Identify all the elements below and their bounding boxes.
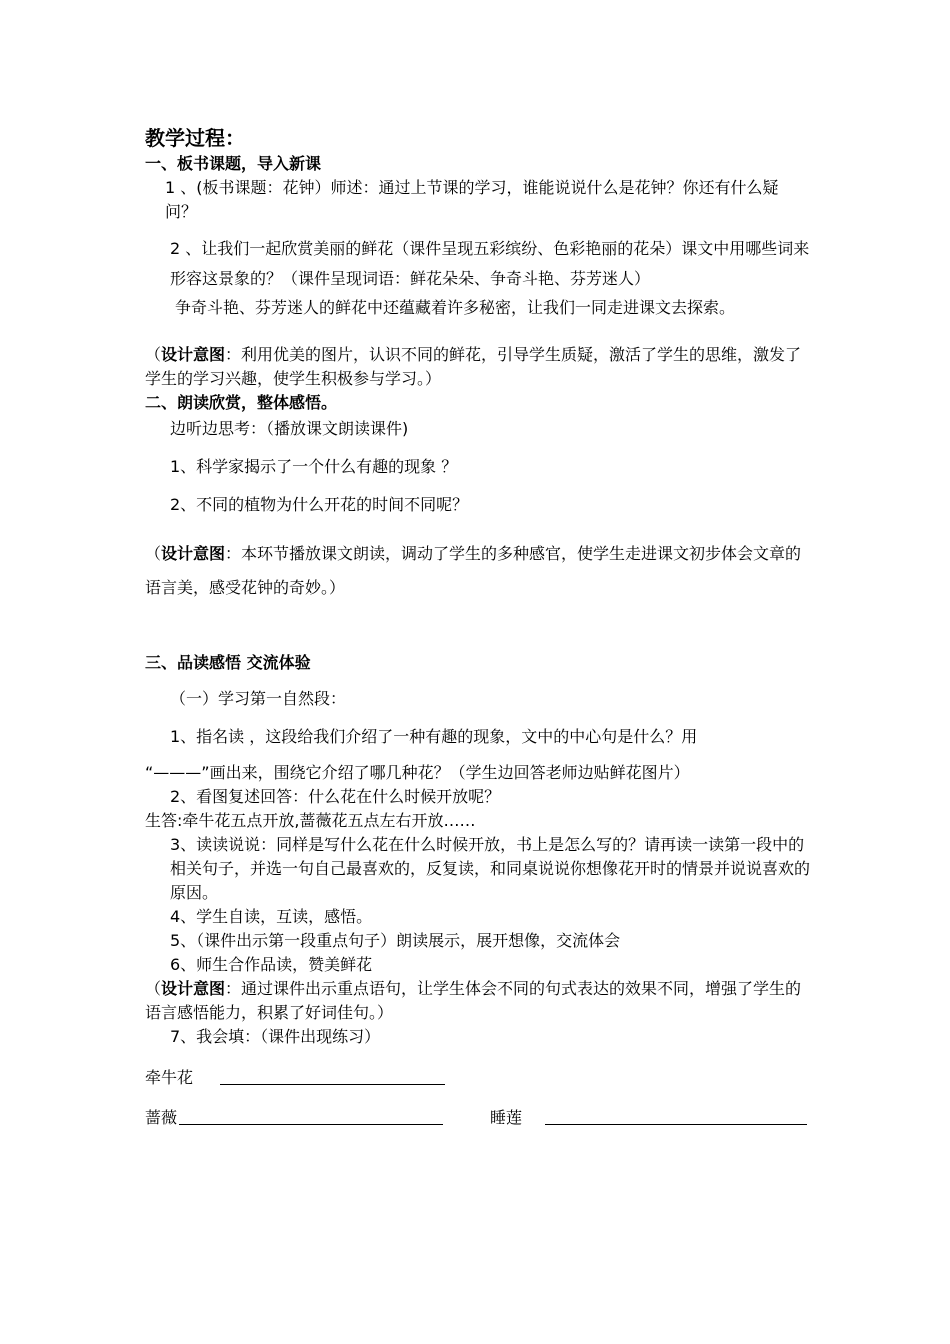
section-heading-3: 三、品读感悟 交流体验 (145, 653, 311, 672)
fill-blank-row (145, 1065, 810, 1091)
design-intent: （设计意图：本环节播放课文朗读，调动了学生的多种感官，使学生走进课文初步体会文章的语言美，感受花钟的奇妙。） (145, 544, 802, 597)
document-body (145, 124, 810, 1131)
paragraph (145, 176, 810, 224)
student-answer: 生答:牵牛花五点开放,蔷薇花五点左右开放…… (145, 811, 476, 830)
design-intent-text: ：利用优美的图片，认识不同的鲜花，引导学生质疑，激活了学生的思维，激发了学生的学习兴趣，使学生积极参与学习。） (145, 345, 802, 388)
design-intent-text: ：本环节播放课文朗读，调动了学生的多种感官，使学生走进课文初步体会文章的语言美，感受花钟的奇妙。） (145, 544, 802, 597)
design-intent-label: 设计意图 (161, 979, 226, 998)
design-intent: （设计意图：利用优美的图片，认识不同的鲜花，引导学生质疑，激活了学生的思维，激发了学生的学习兴趣，使学生积极参与学习。） (145, 345, 802, 388)
list-item: 4、学生自读，互读，感悟。 (170, 907, 373, 926)
paragraph (145, 294, 810, 321)
section-heading-1: 一、板书课题，导入新课 (145, 154, 322, 173)
design-intent: （设计意图：通过课件出示重点语句，让学生体会不同的句式表达的效果不同，增强了学生的语言感悟能力，积累了好词佳句。） (145, 979, 802, 1022)
paragraph-text: 争奇斗艳、芬芳迷人的鲜花中还蕴藏着许多秘密，让我们一同走进课文去探索。 (175, 298, 736, 317)
list-item: 5、（课件出示第一段重点句子）朗读展示，展开想像，交流体会 (170, 931, 621, 950)
paragraph-text: 2 、让我们一起欣赏美丽的鲜花（课件呈现五彩缤纷、色彩艳丽的花朵）课文中用哪些词来形容这景象的？（课件呈现词语：鲜花朵朵、争奇斗艳、芬芳迷人） (170, 239, 810, 288)
list-item: 2、看图复述回答：什么花在什么时候开放呢？ (170, 787, 501, 806)
paragraph (145, 234, 810, 294)
paragraph-text: 1 、(板书课题：花钟）师述：通过上节课的学习，谁能说说什么是花钟？你还有什么疑问？ (165, 178, 779, 221)
question-item: 2、不同的植物为什么开花的时间不同呢？ (170, 495, 469, 514)
page-title: 教学过程： (145, 126, 245, 150)
list-item-text: 3、读读说说：同样是写什么花在什么时候开放，书上是怎么写的？请再读一读第一段中的相关句子，并选一句自己最喜欢的，反复读，和同桌说说你想像花开时的情景并说说喜欢的原因。 (170, 835, 811, 902)
fill-blank-label: 牵牛花 (145, 1068, 194, 1087)
list-item: 1、指名读 ，这段给我们介绍了一种有趣的现象，文中的中心句是什么？用 (170, 727, 698, 746)
design-intent-label: 设计意图 (161, 345, 226, 364)
fill-blank-label: 睡莲 (490, 1108, 523, 1127)
section-heading-2: 二、朗读欣赏，整体感悟。 (145, 393, 338, 412)
list-item: 6、师生合作品读，赞美鲜花 (170, 955, 373, 974)
subsection-heading: （一）学习第一自然段： (170, 689, 347, 708)
list-item (145, 833, 810, 905)
design-intent-text: ：通过课件出示重点语句，让学生体会不同的句式表达的效果不同，增强了学生的语言感悟能力，积累了好词佳句。） (145, 979, 802, 1022)
fill-blank-label: 蔷薇 (145, 1108, 178, 1127)
paragraph: 边听边思考：（播放课文朗读课件) (170, 419, 409, 438)
list-item: “———”画出来，围绕它介绍了哪几种花？（学生边回答老师边贴鲜花图片） (145, 763, 690, 782)
list-item: 7、我会填：（课件出现练习） (170, 1027, 381, 1046)
fill-blank-row (145, 1105, 810, 1131)
fill-blank-line[interactable] (545, 1124, 807, 1125)
fill-blank-line[interactable] (179, 1124, 443, 1125)
fill-blank-line[interactable] (220, 1084, 445, 1085)
question-item: 1、科学家揭示了一个什么有趣的现象 ？ (170, 457, 458, 476)
design-intent-label: 设计意图 (161, 544, 226, 563)
